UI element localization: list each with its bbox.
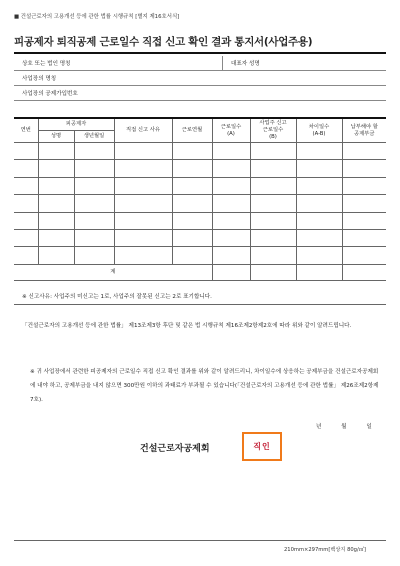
header-days-a xyxy=(212,118,250,143)
header-birth: 생년월일 xyxy=(74,131,114,143)
official-seal xyxy=(242,432,282,461)
header-diff xyxy=(296,118,342,143)
table-row xyxy=(14,195,386,212)
table-row xyxy=(14,212,386,229)
membership-number-label: 사업장의 공제가입번호 xyxy=(14,86,386,101)
header-days-b-mark: (B) xyxy=(269,134,277,140)
header-name: 성명 xyxy=(38,131,74,143)
header-days-a-label: 근로일수 xyxy=(220,123,242,130)
header-diff-label: 차이일수 xyxy=(308,123,330,130)
header-diff-mark: (A-B) xyxy=(312,130,326,137)
info-table xyxy=(14,56,386,101)
seal-text: 직인 xyxy=(253,441,271,451)
paper-size-note: 210mm×297mm[백상지 80g/㎡] xyxy=(284,547,366,553)
date-line: 년 월 일 xyxy=(316,424,372,430)
header-days-b-label2: 근로일수 xyxy=(262,127,284,133)
legal-basis-paragraph: 「건설근로자의 고용개선 등에 관한 법률」 제13조제3항 후단 및 같은 법 시행규칙 제16조제2항제2호에 따라 위와 같이 알려드립니다. xyxy=(22,323,352,329)
total-label: 계 xyxy=(14,264,212,280)
company-name-label: 상호 또는 법인 명칭 xyxy=(14,56,223,71)
header-payment-label: 납부해야 할 xyxy=(350,123,378,130)
note-rule xyxy=(14,304,386,305)
bottom-rule xyxy=(14,540,386,541)
table-row xyxy=(14,177,386,194)
header-insured: 피공제자 xyxy=(38,118,114,131)
header-payment-label2: 공제부금 xyxy=(354,130,375,137)
header-days-a-mark: (A) xyxy=(227,130,235,137)
table-row xyxy=(14,160,386,177)
header-year-month: 근로연월 xyxy=(172,118,212,143)
header-days-b-label: 사업주 신고 xyxy=(259,120,287,126)
total-row xyxy=(14,264,386,280)
form-header: ■ 건설근로자의 고용개선 등에 관한 법률 시행규칙 [별지 제16호서식] xyxy=(14,14,180,20)
representative-label: 대표자 성명 xyxy=(223,56,387,71)
document-title: 피공제자 퇴직공제 근로일수 직접 신고 확인 결과 통지서(사업주용) xyxy=(14,36,313,48)
table-row xyxy=(14,247,386,264)
results-table xyxy=(14,117,386,281)
reason-note: ※ 신고사유: 사업주의 미신고는 1로, 사업주의 잘못된 신고는 2로 표기합니다. xyxy=(22,294,212,300)
header-reason: 직접 신고 사유 xyxy=(114,118,172,143)
header-days-b xyxy=(250,118,296,143)
table-row xyxy=(14,229,386,246)
table-row xyxy=(14,143,386,160)
site-name-label: 사업장의 명칭 xyxy=(14,71,386,86)
title-rule xyxy=(14,52,386,54)
header-payment xyxy=(342,118,386,143)
organization-name: 건설근로자공제회 xyxy=(140,444,210,454)
header-seq: 연번 xyxy=(14,118,38,143)
notice-paragraph: ※ 귀 사업장에서 관련한 피공제자의 근로일수 직접 신고 확인 결과를 위와 같이 알려드리니, 차이일수에 상응하는 공제부금을 건설근로자공제회에 내야 하고, 공제부금을 내지 않으면 300만원 이하의 과태료가 부과될 수 있습니다(「건설근로자의 고용개선 등에 관한 법률」 제26조제2항제7호). xyxy=(30,369,379,403)
